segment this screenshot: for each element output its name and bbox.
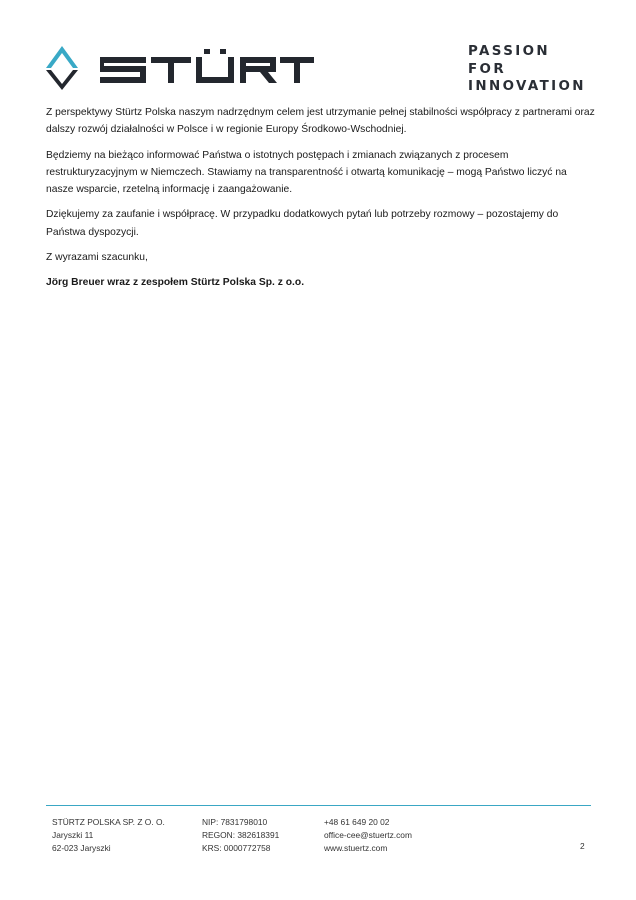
paragraph-2: Będziemy na bieżąco informować Państwa o istotnych postępach i zmianach związanych z procesem restrukturyzacyjnym w Niemczech. Stawiamy na transparentność i otwartą komunikację – mogą Państwo liczyć na nasze wsparcie, rzetelną informację i zaangażowanie. <box>46 149 567 195</box>
footer-divider <box>46 805 591 806</box>
phone: +48 61 649 20 02 <box>324 817 390 827</box>
tagline-line-3: INNOVATION <box>468 79 586 94</box>
company-city: 62-023 Jaryszki <box>52 842 111 853</box>
nip: NIP: 7831798010 <box>202 817 268 827</box>
company-name: STÜRTZ POLSKA SP. Z O. O. <box>52 817 165 827</box>
krs: KRS: 0000772758 <box>202 842 271 853</box>
paragraph-1: Z perspektywy Stürtz Polska naszym nadrzędnym celem jest utrzymanie pełnej stabilności współpracy z partnerami oraz dalszy rozwój działalności w Polsce i w regionie Europy Środkowo-Wschodniej. <box>46 107 595 136</box>
paragraph-3: Dziękujemy za zaufanie i współpracę. W przypadku dodatkowych pytań lub potrzeby rozmowy – pozostajemy do Państwa dyspozycji. <box>46 209 559 238</box>
website-link[interactable]: www.stuertz.com <box>324 842 388 853</box>
tagline-line-1: PASSION <box>468 44 551 59</box>
signature: Jörg Breuer wraz z zespołem Stürtz Polska Sp. z o.o. <box>46 277 305 289</box>
sturtz-logo <box>44 44 320 92</box>
page-number: 2 <box>580 841 585 851</box>
email-link[interactable]: office-cee@stuertz.com <box>324 829 412 840</box>
footer-contact <box>324 816 412 854</box>
closing: Z wyrazami szacunku, <box>46 251 148 263</box>
tagline <box>468 43 608 96</box>
footer-registry <box>202 816 279 854</box>
footer-company <box>52 816 165 854</box>
company-street: Jaryszki 11 <box>52 829 94 840</box>
letter-body <box>46 104 596 300</box>
regon: REGON: 382618391 <box>202 829 280 840</box>
tagline-line-2: FOR <box>468 61 507 77</box>
